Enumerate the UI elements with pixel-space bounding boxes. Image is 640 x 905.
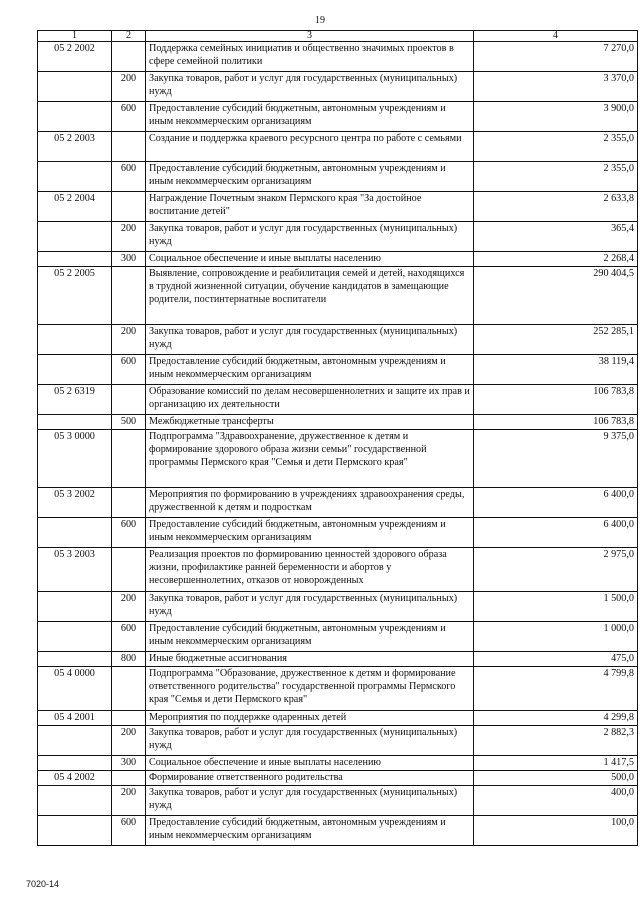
cell-description: Реализация проектов по формированию ценностей здорового образа жизни, профилактике ранней беременности и абортов у несовершеннолетних, отказов от новорожденных	[146, 548, 474, 592]
cell-amount: 2 633,8	[474, 192, 638, 222]
page-number: 19	[315, 15, 325, 26]
cell-expense-type: 600	[112, 355, 146, 385]
cell-target-code	[38, 415, 112, 430]
cell-description: Подпрограмма "Образование, дружественное к детям и формирование ответственного родительства" государственной программы Пермского края "Семья и дети Пермского края"	[146, 667, 474, 711]
cell-description: Поддержка семейных инициатив и общественно значимых проектов в сфере семейной политики	[146, 42, 474, 72]
table-row	[38, 267, 638, 325]
cell-target-code	[38, 592, 112, 622]
table-header-row	[38, 31, 638, 42]
cell-description: Закупка товаров, работ и услуг для государственных (муниципальных) нужд	[146, 786, 474, 816]
cell-description: Награждение Почетным знаком Пермского края "За достойное воспитание детей"	[146, 192, 474, 222]
cell-amount: 2 355,0	[474, 162, 638, 192]
cell-description: Предоставление субсидий бюджетным, автономным учреждениям и иным некоммерческим организациям	[146, 162, 474, 192]
table-row	[38, 132, 638, 162]
cell-expense-type	[112, 132, 146, 162]
cell-amount: 6 400,0	[474, 488, 638, 518]
cell-amount: 2 268,4	[474, 252, 638, 267]
cell-expense-type	[112, 548, 146, 592]
cell-target-code: 05 4 2001	[38, 711, 112, 726]
table-row	[38, 355, 638, 385]
cell-amount: 4 299,8	[474, 711, 638, 726]
cell-expense-type	[112, 430, 146, 488]
cell-amount: 100,0	[474, 816, 638, 846]
cell-expense-type: 600	[112, 816, 146, 846]
cell-expense-type	[112, 711, 146, 726]
cell-target-code	[38, 622, 112, 652]
column-header: 1	[38, 31, 112, 42]
cell-expense-type	[112, 385, 146, 415]
cell-target-code	[38, 726, 112, 756]
table-row	[38, 756, 638, 771]
cell-amount: 500,0	[474, 771, 638, 786]
table-row	[38, 488, 638, 518]
cell-target-code: 05 3 2003	[38, 548, 112, 592]
cell-target-code: 05 2 2003	[38, 132, 112, 162]
cell-expense-type	[112, 267, 146, 325]
cell-expense-type	[112, 488, 146, 518]
cell-description: Иные бюджетные ассигнования	[146, 652, 474, 667]
cell-description: Подпрограмма "Здравоохранение, дружественное к детям и формирование здорового образа жизни семьи" государственной программы Пермского края "Семья и дети Пермского края"	[146, 430, 474, 488]
cell-description: Создание и поддержка краевого ресурсного центра по работе с семьями	[146, 132, 474, 162]
cell-target-code: 05 3 0000	[38, 430, 112, 488]
table-row	[38, 652, 638, 667]
table-row	[38, 385, 638, 415]
cell-expense-type: 200	[112, 592, 146, 622]
cell-expense-type	[112, 667, 146, 711]
cell-target-code: 05 2 2004	[38, 192, 112, 222]
table-row	[38, 771, 638, 786]
cell-target-code	[38, 652, 112, 667]
cell-expense-type: 200	[112, 325, 146, 355]
cell-amount: 38 119,4	[474, 355, 638, 385]
cell-expense-type	[112, 192, 146, 222]
cell-amount: 106 783,8	[474, 385, 638, 415]
table-row	[38, 162, 638, 192]
cell-description: Образование комиссий по делам несовершеннолетних и защите их прав и организацию их деятельности	[146, 385, 474, 415]
cell-amount: 6 400,0	[474, 518, 638, 548]
table-row	[38, 102, 638, 132]
cell-amount: 475,0	[474, 652, 638, 667]
cell-description: Социальное обеспечение и иные выплаты населению	[146, 252, 474, 267]
cell-expense-type	[112, 771, 146, 786]
cell-amount: 400,0	[474, 786, 638, 816]
cell-amount: 9 375,0	[474, 430, 638, 488]
cell-description: Мероприятия по поддержке одаренных детей	[146, 711, 474, 726]
cell-description: Предоставление субсидий бюджетным, автономным учреждениям и иным некоммерческим организациям	[146, 816, 474, 846]
column-header: 2	[112, 31, 146, 42]
cell-target-code	[38, 816, 112, 846]
cell-expense-type: 500	[112, 415, 146, 430]
cell-expense-type	[112, 42, 146, 72]
cell-expense-type: 600	[112, 518, 146, 548]
footer-document-code: 7020-14	[26, 879, 60, 889]
cell-target-code	[38, 325, 112, 355]
table-row	[38, 622, 638, 652]
cell-target-code	[38, 756, 112, 771]
cell-target-code: 05 4 0000	[38, 667, 112, 711]
cell-amount: 1 000,0	[474, 622, 638, 652]
cell-expense-type: 200	[112, 222, 146, 252]
cell-amount: 2 355,0	[474, 132, 638, 162]
cell-expense-type: 300	[112, 756, 146, 771]
cell-amount: 3 900,0	[474, 102, 638, 132]
cell-description: Закупка товаров, работ и услуг для государственных (муниципальных) нужд	[146, 592, 474, 622]
cell-description: Предоставление субсидий бюджетным, автономным учреждениям и иным некоммерческим организациям	[146, 518, 474, 548]
cell-amount: 290 404,5	[474, 267, 638, 325]
cell-amount: 365,4	[474, 222, 638, 252]
cell-target-code	[38, 786, 112, 816]
table-row	[38, 518, 638, 548]
cell-description: Закупка товаров, работ и услуг для государственных (муниципальных) нужд	[146, 72, 474, 102]
table-row	[38, 222, 638, 252]
cell-target-code: 05 2 6319	[38, 385, 112, 415]
cell-target-code	[38, 102, 112, 132]
cell-amount: 2 975,0	[474, 548, 638, 592]
cell-target-code	[38, 518, 112, 548]
cell-description: Закупка товаров, работ и услуг для государственных (муниципальных) нужд	[146, 726, 474, 756]
cell-amount: 2 882,3	[474, 726, 638, 756]
table-row	[38, 430, 638, 488]
table-row	[38, 786, 638, 816]
cell-amount: 3 370,0	[474, 72, 638, 102]
table-row	[38, 711, 638, 726]
cell-target-code: 05 3 2002	[38, 488, 112, 518]
cell-description: Предоставление субсидий бюджетным, автономным учреждениям и иным некоммерческим организациям	[146, 102, 474, 132]
table-row	[38, 325, 638, 355]
cell-target-code	[38, 222, 112, 252]
table-row	[38, 72, 638, 102]
cell-expense-type: 200	[112, 786, 146, 816]
cell-description: Выявление, сопровождение и реабилитация семей и детей, находящихся в трудной жизненной ситуации, обучение кандидатов в замещающие родители, постинтернатные воспитатели	[146, 267, 474, 325]
cell-description: Предоставление субсидий бюджетным, автономным учреждениям и иным некоммерческим организациям	[146, 622, 474, 652]
cell-amount: 1 417,5	[474, 756, 638, 771]
table-row	[38, 42, 638, 72]
cell-target-code	[38, 72, 112, 102]
table-row	[38, 726, 638, 756]
cell-target-code	[38, 355, 112, 385]
cell-target-code: 05 2 2005	[38, 267, 112, 325]
table-row	[38, 592, 638, 622]
cell-expense-type: 800	[112, 652, 146, 667]
cell-amount: 4 799,8	[474, 667, 638, 711]
cell-description: Межбюджетные трансферты	[146, 415, 474, 430]
table-row	[38, 192, 638, 222]
cell-description: Предоставление субсидий бюджетным, автономным учреждениям и иным некоммерческим организациям	[146, 355, 474, 385]
cell-amount: 7 270,0	[474, 42, 638, 72]
cell-expense-type: 300	[112, 252, 146, 267]
cell-target-code: 05 4 2002	[38, 771, 112, 786]
table-row	[38, 816, 638, 846]
cell-amount: 106 783,8	[474, 415, 638, 430]
cell-description: Социальное обеспечение и иные выплаты населению	[146, 756, 474, 771]
cell-amount: 252 285,1	[474, 325, 638, 355]
cell-description: Закупка товаров, работ и услуг для государственных (муниципальных) нужд	[146, 325, 474, 355]
cell-expense-type: 600	[112, 622, 146, 652]
cell-description: Формирование ответственного родительства	[146, 771, 474, 786]
cell-target-code: 05 2 2002	[38, 42, 112, 72]
cell-expense-type: 600	[112, 102, 146, 132]
table-row	[38, 415, 638, 430]
budget-table	[37, 30, 638, 846]
cell-target-code	[38, 162, 112, 192]
column-header: 3	[146, 31, 474, 42]
cell-expense-type: 200	[112, 72, 146, 102]
column-header: 4	[474, 31, 638, 42]
cell-expense-type: 200	[112, 726, 146, 756]
cell-amount: 1 500,0	[474, 592, 638, 622]
table-row	[38, 667, 638, 711]
table-row	[38, 252, 638, 267]
cell-description: Закупка товаров, работ и услуг для государственных (муниципальных) нужд	[146, 222, 474, 252]
table-row	[38, 548, 638, 592]
cell-expense-type: 600	[112, 162, 146, 192]
cell-target-code	[38, 252, 112, 267]
cell-description: Мероприятия по формированию в учреждениях здравоохранения среды, дружественной к детям и подросткам	[146, 488, 474, 518]
